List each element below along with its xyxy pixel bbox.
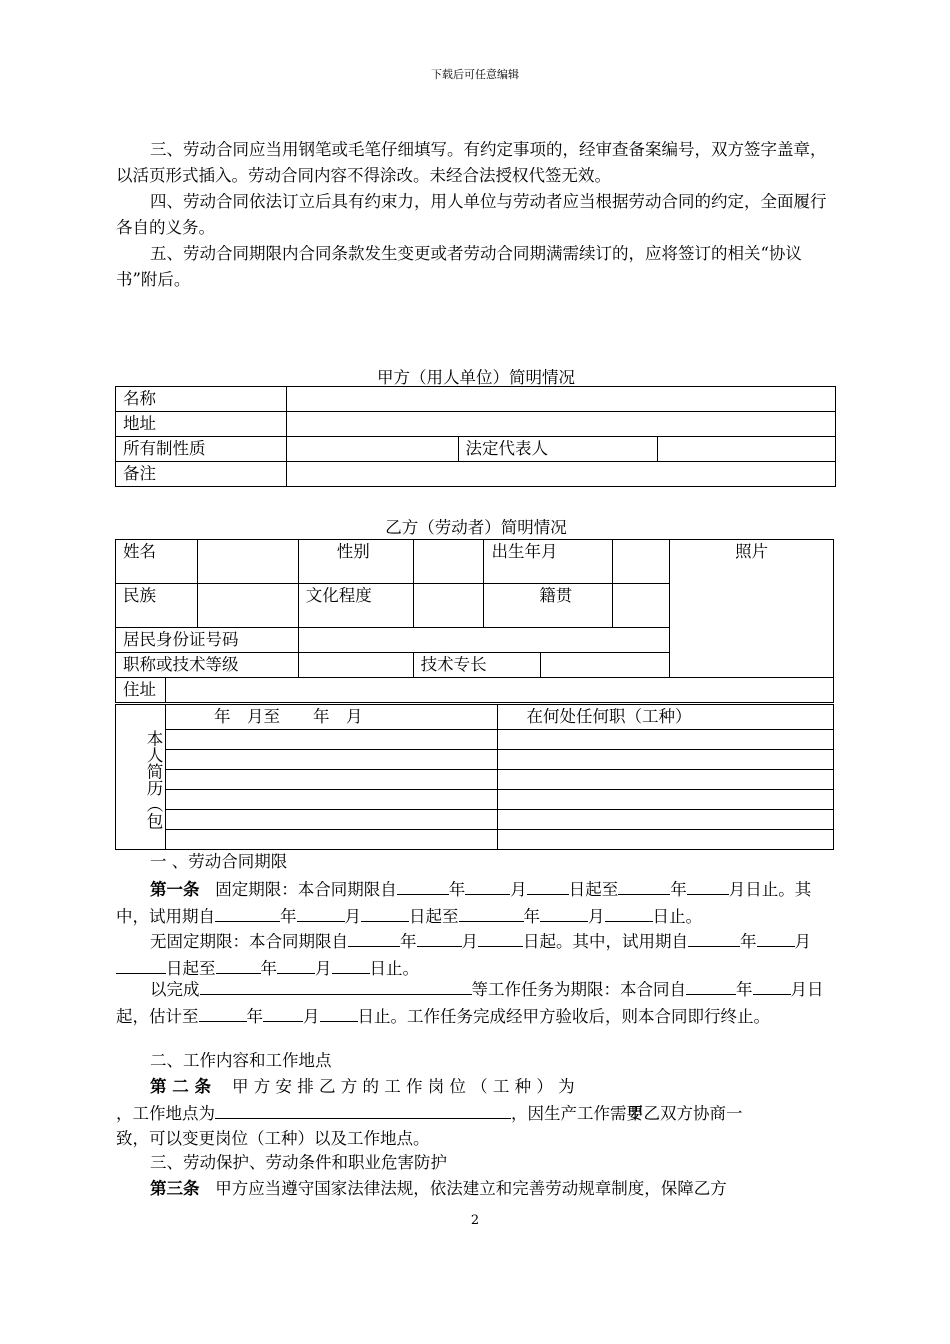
section3-heading: 三、劳动保护、劳动条件和职业危害防护 — [150, 1153, 447, 1172]
party-b-specialty-cell — [541, 653, 670, 678]
text: 年 — [448, 880, 466, 899]
intro-paragraph-3: 三、劳动合同应当用钢笔或毛笔仔细填写。有约定事项的，经审查备案编号，双方签字盖章，以活页形式插入。劳动合同内容不得涂改。未经合法授权代签无效。 — [116, 140, 827, 185]
resume-row-position — [498, 810, 834, 830]
blank-field[interactable] — [277, 955, 315, 974]
party-b-address-cell — [165, 678, 833, 703]
text: 甲 方 安 排 乙 方 的 工 作 岗 位 （ 工 种 ） 为 — [231, 1077, 575, 1096]
text: 日止。工作任务完成经甲方验收后，则本合同即行终止。 — [357, 1007, 770, 1026]
resume-row-period — [165, 750, 498, 770]
party-b-title-label: 职称或技术等级 — [116, 653, 299, 678]
section2-heading: 二、工作内容和工作地点 — [150, 1051, 332, 1070]
text: 年 — [736, 980, 753, 999]
blank-field[interactable] — [332, 955, 370, 974]
text: 月 — [344, 907, 361, 926]
article2-line2 — [116, 1100, 836, 1127]
blank-field[interactable] — [216, 955, 261, 974]
article1-label: 第一条 — [150, 880, 200, 899]
intro-paragraph-5: 五、劳动合同期限内合同条款发生变更或者劳动合同期满需续订的，应将签订的相关“协议书”附后。 — [116, 244, 802, 289]
text: ，工作地点为 — [116, 1104, 215, 1123]
blank-field[interactable] — [605, 903, 653, 922]
resume-row-period — [165, 830, 498, 850]
text: 日止。 — [369, 959, 419, 978]
resume-label: 本人简历（包 — [116, 705, 166, 850]
resume-header-position: 在何处任何职（工种） — [498, 705, 834, 730]
blank-field[interactable] — [687, 876, 729, 895]
text: 月 — [461, 932, 478, 951]
blank-field[interactable] — [361, 903, 409, 922]
party-a-ownership-cell — [286, 437, 458, 462]
blank-field[interactable] — [199, 1003, 247, 1022]
party-a-ownership-label: 所有制性质 — [116, 437, 287, 462]
party-a-name-label: 名称 — [116, 387, 287, 412]
section1-heading: 一 、劳动合同期限 — [150, 852, 288, 871]
party-b-id-cell — [298, 628, 670, 653]
blank-field[interactable] — [417, 928, 462, 947]
blank-field[interactable] — [478, 928, 523, 947]
party-a-table — [115, 386, 836, 487]
blank-field[interactable] — [465, 876, 510, 895]
blank-field[interactable] — [215, 903, 280, 922]
blank-field[interactable] — [540, 903, 588, 922]
article2-line3: 致，可以变更岗位（工种）以及工作地点。 — [116, 1129, 430, 1148]
text: 年 — [280, 907, 297, 926]
text: 日起，估计至 — [116, 980, 824, 1026]
blank-field[interactable] — [200, 976, 472, 995]
blank-field[interactable] — [753, 976, 791, 995]
text: 以完成 — [150, 980, 200, 999]
resume-row-period — [165, 770, 498, 790]
party-b-specialty-label: 技术专长 — [413, 653, 541, 678]
blank-field[interactable] — [618, 876, 670, 895]
resume-row-period — [165, 730, 498, 750]
party-b-id-label: 居民身份证号码 — [116, 628, 299, 653]
party-a-legal-rep-cell — [658, 437, 836, 462]
party-b-education-cell — [413, 584, 484, 628]
text: 等工作任务为期限：本合同自 — [471, 980, 686, 999]
party-b-address-label: 住址 — [116, 678, 166, 703]
text: 日起至 — [166, 959, 216, 978]
blank-field[interactable] — [320, 1003, 358, 1022]
resume-row-position — [498, 750, 834, 770]
text: 日起。其中，试用期自 — [523, 932, 688, 951]
text: 日起至 — [409, 907, 459, 926]
article3 — [116, 1176, 836, 1202]
page-header: 下载后可任意编辑 — [431, 68, 519, 81]
page-number: 2 — [470, 1213, 480, 1228]
text: 年 — [260, 959, 277, 978]
blank-field[interactable] — [527, 876, 569, 895]
text: 固定期限：本合同期限自 — [215, 880, 397, 899]
text: 年 — [740, 932, 757, 951]
blank-field[interactable] — [757, 928, 795, 947]
resume-table — [115, 704, 834, 850]
text: 日止。其中，试用期自 — [116, 880, 812, 926]
party-b-gender-cell — [413, 540, 484, 584]
text: 月 — [588, 907, 605, 926]
resume-header-period: 年 月至 年 月 — [165, 705, 498, 730]
resume-row-position — [498, 730, 834, 750]
party-b-ethnicity-label: 民族 — [116, 584, 198, 628]
party-b-birth-cell — [613, 540, 670, 584]
text: 月 — [790, 980, 807, 999]
text: 甲方应当遵守国家法律法规，依法建立和完善劳动规章制度，保障乙方 — [215, 1179, 727, 1198]
article2-label: 第 二 条 — [150, 1077, 211, 1096]
party-b-education-label: 文化程度 — [298, 584, 413, 628]
resume-row-position — [498, 770, 834, 790]
party-b-name-label: 姓名 — [116, 540, 198, 584]
blank-field[interactable] — [116, 955, 166, 974]
party-b-ethnicity-cell — [197, 584, 298, 628]
blank-field[interactable] — [348, 928, 400, 947]
blank-field[interactable] — [263, 1003, 303, 1022]
text: 年 — [523, 907, 540, 926]
text: 年 — [670, 880, 687, 899]
intro-paragraph-4: 四、劳动合同依法订立后具有约束力，用人单位与劳动者应当根据劳动合同的约定，全面履行各自的义务。 — [116, 192, 827, 237]
party-b-native-place-cell — [613, 584, 670, 628]
party-a-remarks-cell — [286, 462, 835, 487]
resume-row-period — [165, 790, 498, 810]
party-b-caption: 乙方（劳动者）简明情况 — [385, 518, 567, 537]
party-a-remarks-label: 备注 — [116, 462, 287, 487]
resume-row-position — [498, 790, 834, 810]
blank-field[interactable] — [688, 928, 740, 947]
party-b-gender-label: 性别 — [298, 540, 413, 584]
article1-task-term — [116, 976, 836, 1030]
party-a-address-cell — [286, 412, 835, 437]
text: 日起至 — [568, 880, 619, 899]
text: 月 — [315, 959, 332, 978]
text: ，因生产工作需要 — [511, 1104, 643, 1123]
text: 月 — [794, 932, 811, 951]
blank-field[interactable] — [686, 976, 736, 995]
text: 无固定期限：本合同期限自 — [150, 932, 348, 951]
party-b-table — [115, 539, 834, 703]
text: 月 — [510, 880, 527, 899]
blank-field[interactable] — [215, 1100, 511, 1119]
article1-open-term — [116, 928, 836, 982]
text: 月 — [303, 1007, 320, 1026]
party-b-native-place-label: 籍贯 — [484, 584, 613, 628]
blank-field[interactable] — [459, 903, 524, 922]
blank-field[interactable] — [297, 903, 345, 922]
party-a-legal-rep-label: 法定代表人 — [458, 437, 658, 462]
party-a-address-label: 地址 — [116, 412, 287, 437]
resume-row-position — [498, 830, 834, 850]
article2 — [116, 1074, 836, 1100]
article1-fixed-term — [116, 876, 836, 930]
article3-label: 第三条 — [150, 1179, 200, 1198]
text: 月 — [728, 880, 746, 899]
party-b-birth-label: 出生年月 — [484, 540, 613, 584]
party-b-name-cell — [197, 540, 298, 584]
text: 甲乙双方协商一 — [627, 1104, 743, 1123]
text: 年 — [400, 932, 417, 951]
text: 日止。 — [652, 907, 702, 926]
party-b-photo-cell: 照片 — [670, 540, 834, 678]
blank-field[interactable] — [397, 876, 449, 895]
party-a-caption: 甲方（用人单位）简明情况 — [377, 368, 575, 387]
resume-row-period — [165, 810, 498, 830]
party-a-name-cell — [286, 387, 835, 412]
party-b-title-cell — [298, 653, 413, 678]
text: 年 — [246, 1007, 263, 1026]
